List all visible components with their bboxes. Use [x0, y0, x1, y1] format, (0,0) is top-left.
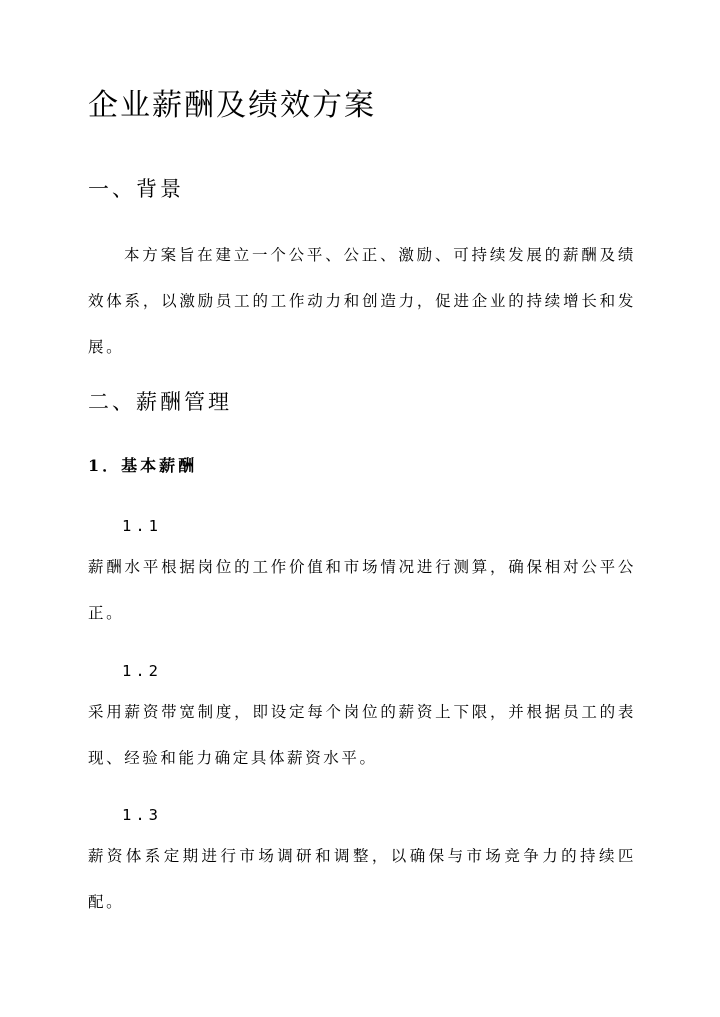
item-text-1-3: 薪资体系定期进行市场调研和调整，以确保与市场竞争力的持续匹配。	[88, 847, 636, 911]
subsection-heading-base-salary: 1．基本薪酬	[88, 456, 198, 475]
section-heading-compensation: 二、薪酬管理	[88, 390, 232, 414]
item-number-1-3: 1.3	[122, 806, 162, 824]
item-number-1-2: 1.2	[122, 662, 162, 680]
section-heading-background: 一、背景	[88, 177, 184, 201]
item-text-1-2: 采用薪资带宽制度，即设定每个岗位的薪资上下限，并根据员工的表现、经验和能力确定具体薪资水平。	[88, 703, 636, 767]
item-text-1-1: 薪酬水平根据岗位的工作价值和市场情况进行测算，确保相对公平公正。	[88, 558, 636, 622]
background-paragraph: 本方案旨在建立一个公平、公正、激励、可持续发展的薪酬及绩效体系，以激励员工的工作动力和创造力，促进企业的持续增长和发展。	[88, 246, 636, 356]
item-number-1-1: 1.1	[122, 517, 162, 535]
document-title: 企业薪酬及绩效方案	[88, 88, 376, 123]
